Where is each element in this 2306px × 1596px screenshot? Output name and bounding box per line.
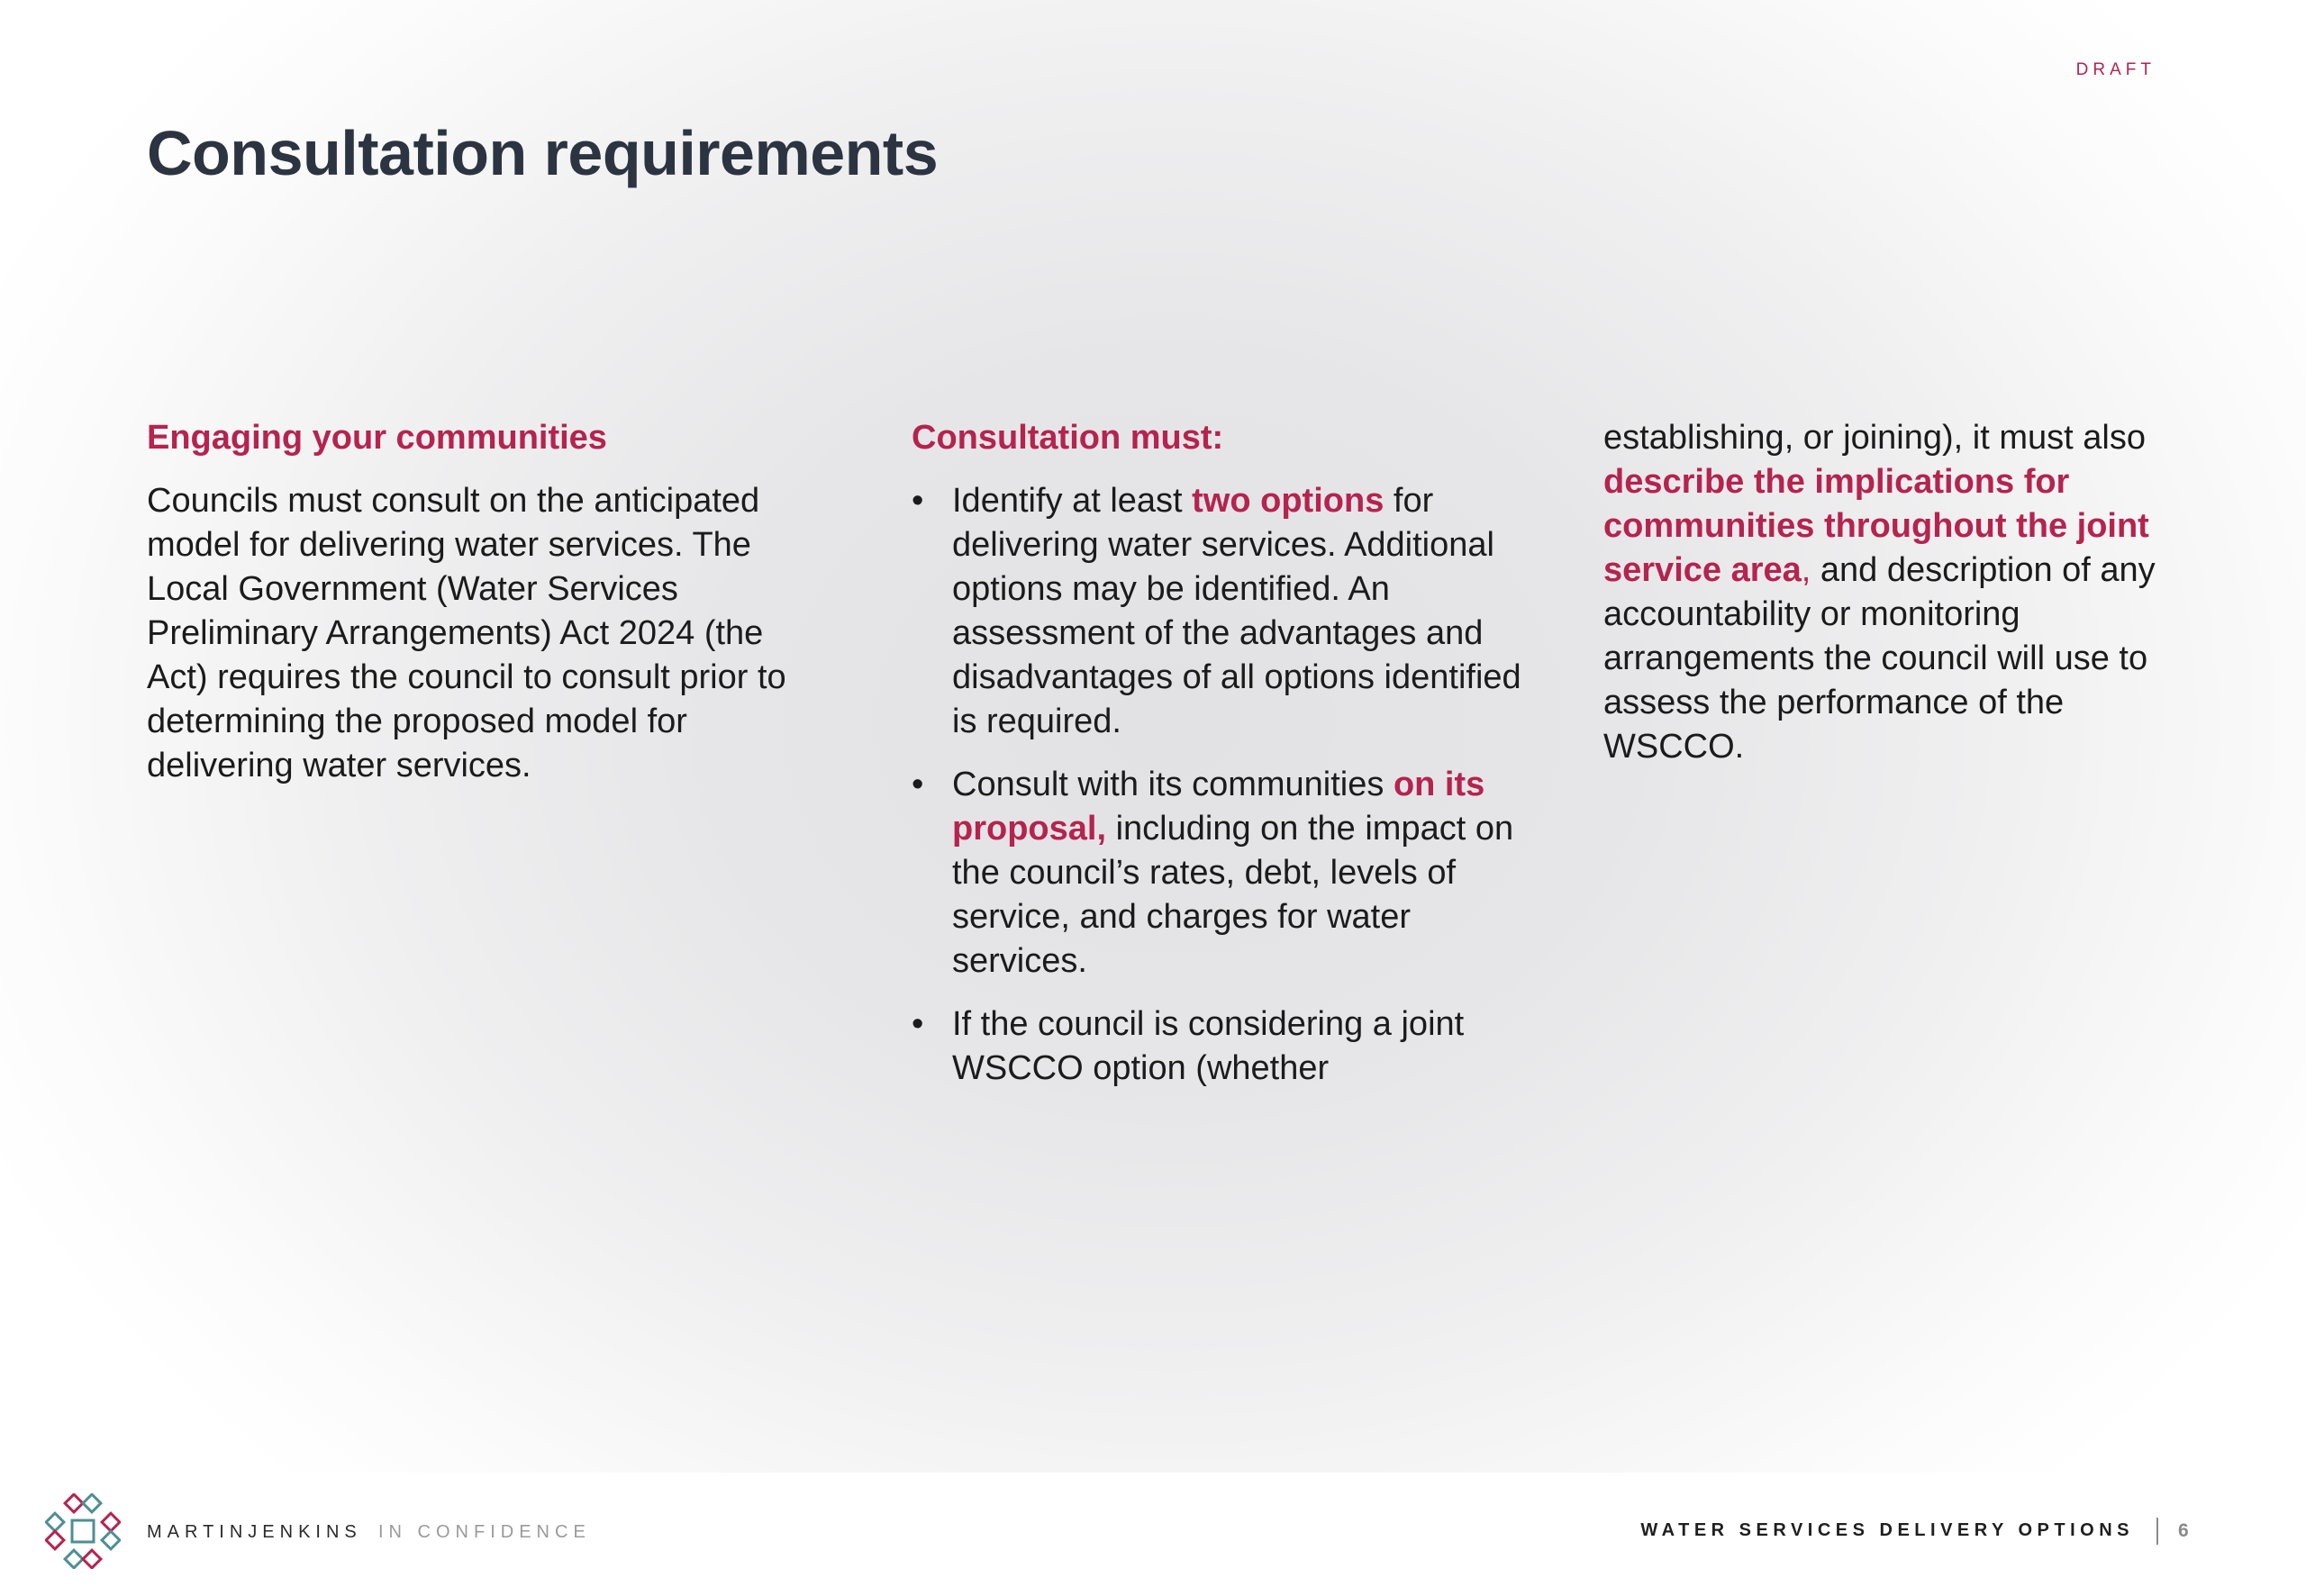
- bullet-item: [912, 763, 1533, 984]
- column1-body: Councils must consult on the anticipated model for delivering water services. The Local Government (Water Services Preliminary Arrangements) Act 2024 (the Act) requires the council to consult prior to determining the proposed model for delivering water services.: [147, 482, 786, 784]
- bullet-highlight: on its proposal,: [952, 766, 1485, 848]
- bullet-text: for delivering water services. Additional options may be identified. An assessment of the advantages and disadvantages of all options identified is required.: [952, 482, 1521, 740]
- bullet-dot: •: [912, 1005, 924, 1043]
- bullet-item: [912, 1002, 1533, 1091]
- bullet-item: [912, 479, 1533, 744]
- column1-heading: Engaging your communities: [147, 419, 607, 457]
- draft-label: DRAFT: [2075, 60, 2156, 79]
- column3-body: [1603, 416, 2180, 769]
- column-consultation-must: [912, 416, 1533, 1110]
- column2-heading: Consultation must:: [912, 419, 1224, 457]
- footer-document-title: WATER SERVICES DELIVERY OPTIONS: [1640, 1520, 2134, 1540]
- column3-highlight-comma: ,: [1801, 551, 1811, 589]
- footer-divider: [2156, 1518, 2158, 1545]
- bullet-text: Consult with its communities: [952, 766, 1394, 803]
- column-continuation: [1603, 416, 2180, 769]
- column3-text: and description of any accountability or monitoring arrangements the council will use to assess the performance of the WSCCO.: [1603, 551, 2156, 766]
- consultation-bullet-list: [912, 479, 1533, 1091]
- page-title: Consultation requirements: [147, 118, 939, 188]
- bullet-highlight: two options: [1192, 482, 1385, 520]
- bullet-dot: •: [912, 482, 924, 520]
- bullet-dot: •: [912, 766, 924, 803]
- footer-confidentiality: IN CONFIDENCE: [378, 1522, 591, 1542]
- column3-highlight: describe the implications for communities throughout the joint service area: [1603, 463, 2149, 589]
- martinjenkins-logo-icon: [45, 1493, 121, 1569]
- page-number: 6: [2178, 1520, 2189, 1541]
- bullet-text: Identify at least: [952, 482, 1193, 520]
- footer-brand: MARTINJENKINS: [147, 1522, 362, 1542]
- footer: [0, 1473, 2306, 1596]
- column-engaging-communities: [147, 416, 813, 788]
- column3-text: establishing, or joining), it must also: [1603, 419, 2146, 457]
- bullet-text: If the council is considering a joint WSCCO option (whether: [952, 1005, 1465, 1087]
- bullet-text: including on the impact on the council’s rates, debt, levels of service, and charges for water services.: [952, 810, 1514, 980]
